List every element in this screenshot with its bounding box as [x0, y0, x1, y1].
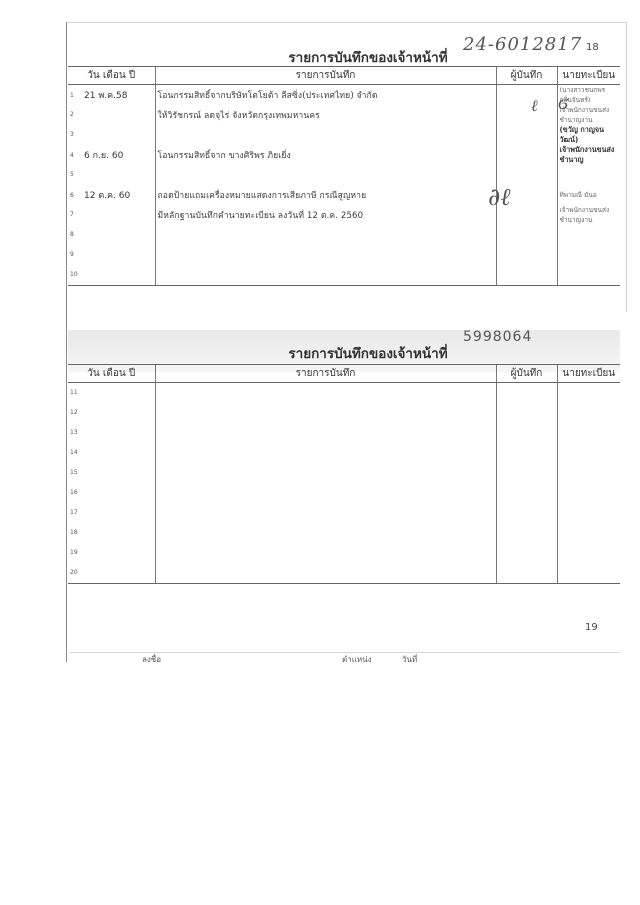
line-number: 11: [70, 389, 78, 396]
line-number: 15: [70, 469, 78, 476]
line-number: 12: [70, 409, 78, 416]
line-number: 3: [70, 131, 74, 138]
line-number: 20: [70, 569, 78, 576]
table-row: [68, 205, 620, 225]
officer-record-sheet-1: [68, 34, 620, 308]
entry-date: 21 พ.ค.58: [84, 91, 128, 101]
table-row: [68, 543, 620, 563]
entry-date: 6 ก.ย. 60: [84, 151, 124, 161]
col-header-registrar: นายทะเบียน: [557, 365, 620, 383]
table-row: [68, 225, 620, 245]
line-number: 19: [70, 549, 78, 556]
table-row: [68, 125, 620, 145]
sign-label: ลงชื่อ: [142, 655, 162, 664]
record-table: [68, 364, 620, 584]
entry-text: มีหลักฐานบันทึกคำนายทะเบียน ลงวันที่ 12 ต.ค. 2560: [157, 211, 364, 221]
line-number: 5: [70, 171, 74, 178]
line-number: 18: [70, 529, 78, 536]
table-header-row: [68, 365, 620, 383]
registrar-stamp: เจ้าพนักงานขนส่งชำนาญงาน: [559, 206, 610, 224]
officer-signature-1: ℓ: [531, 96, 538, 115]
registrar-signature-1: ϭ: [558, 90, 568, 114]
sheet-title: รายการบันทึกของเจ้าหน้าที่: [288, 50, 448, 66]
col-header-entry: รายการบันทึก: [155, 67, 496, 85]
col-header-officer: ผู้บันทึก: [496, 67, 557, 85]
line-number: 13: [70, 429, 78, 436]
entry-text: ให้วิรัชกรณ์ ลดจุไร่ จังหวัดกรุงเทพมหานคร: [157, 111, 320, 121]
signature-strip: [70, 652, 620, 665]
table-row: [68, 443, 620, 463]
page-right-edge: [626, 22, 627, 312]
line-number: 17: [70, 509, 78, 516]
table-row: [68, 245, 620, 265]
col-header-date: วัน เดือน ปี: [68, 67, 155, 85]
table-row: [68, 145, 620, 165]
sheet-title: รายการบันทึกของเจ้าหน้าที่: [288, 346, 448, 362]
line-number: 4: [70, 152, 74, 159]
table-row: [68, 563, 620, 584]
table-row: [68, 503, 620, 523]
line-number: 9: [70, 251, 74, 258]
line-number: 1: [70, 92, 74, 99]
page-number: 18: [586, 42, 599, 53]
line-number: 7: [70, 211, 74, 218]
table-row: [68, 403, 620, 423]
registrar-stamp: (นางสาวชนกพร กลิ่นจันทร์): [559, 86, 606, 104]
table-row: [68, 483, 620, 503]
position-label: ตำแหน่ง: [342, 655, 372, 664]
entry-text: โอนกรรมสิทธิ์จาก ขางศิริพร ภิยเยี่ง: [157, 151, 291, 161]
col-header-officer: ผู้บันทึก: [496, 365, 557, 383]
page-number-bottom: 19: [585, 622, 598, 633]
table-row: [68, 463, 620, 483]
registrar-stamp: เจ้าพนักงานขนส่งชำนาญงาน: [559, 106, 610, 124]
line-number: 10: [70, 271, 78, 278]
date-label: วันที่: [402, 655, 418, 664]
entry-date: 12 ต.ค. 60: [84, 191, 131, 201]
table-row: [68, 165, 620, 185]
entry-text: โอนกรรมสิทธิ์จากบริษัทโตโยต้า ลีสซิ่ง(ประเทศไทย) จำกัด: [157, 91, 378, 101]
page-left-edge: [66, 22, 67, 662]
registrar-stamp: ทิพามณี มันอ: [559, 191, 597, 199]
col-header-registrar: นายทะเบียน: [557, 67, 620, 85]
line-number: 6: [70, 192, 74, 199]
line-number: 16: [70, 489, 78, 496]
col-header-date: วัน เดือน ปี: [68, 365, 155, 383]
line-number: 14: [70, 449, 78, 456]
line-number: 2: [70, 111, 74, 118]
table-header-row: [68, 67, 620, 85]
entry-text: ถอดป้ายแถมเครื่องหมายแสดงการเสียภาษี กรณีสูญหาย: [157, 191, 367, 201]
registrar-stamp: เจ้าพนักงานขนส่งชำนาญ: [559, 145, 615, 164]
table-row: [68, 423, 620, 443]
table-row: [68, 265, 620, 286]
page-top-edge: [66, 22, 626, 23]
registrar-stamp: (ขวัญ กาญจนวัฒน์): [559, 125, 604, 144]
col-header-entry: รายการบันทึก: [155, 365, 496, 383]
table-row: [68, 523, 620, 543]
table-row: [68, 383, 620, 404]
table-row: [68, 185, 620, 205]
handwritten-number: 24-6012817: [463, 34, 583, 55]
serial-number: 5998064: [463, 329, 533, 345]
line-number: 8: [70, 231, 74, 238]
officer-signature-2: ∂ℓ: [488, 183, 511, 211]
officer-record-sheet-2: [68, 330, 620, 605]
